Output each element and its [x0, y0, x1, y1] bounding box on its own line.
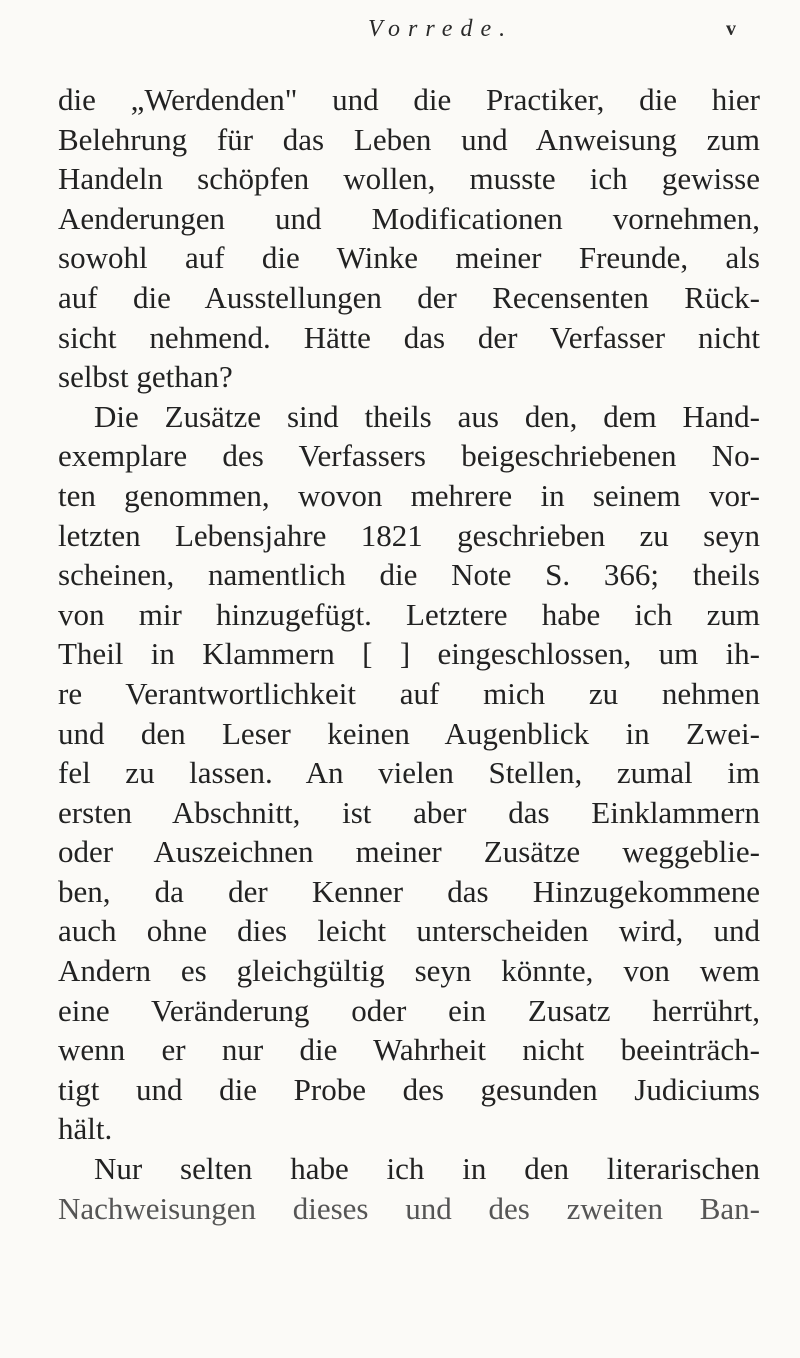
- text-line: auf die Ausstellungen der Recensenten Rück-: [58, 279, 760, 315]
- page-marker: v: [726, 18, 736, 40]
- text-line: eine Veränderung oder ein Zusatz herrührt,: [58, 992, 760, 1028]
- body-text: [58, 80, 760, 1228]
- text-line: Belehrung für das Leben und Anweisung zum: [58, 121, 760, 157]
- text-line: von mir hinzugefügt. Letztere habe ich zum: [58, 596, 760, 632]
- text-line: exemplare des Verfassers beigeschriebenen No-: [58, 438, 760, 474]
- text-line: tigt und die Probe des gesunden Judiciums: [58, 1071, 760, 1107]
- text-line: die „Werdenden" und die Practiker, die hier: [58, 82, 760, 117]
- text-line: Aenderungen und Modificationen vornehmen,: [58, 200, 760, 236]
- text-line: ten genommen, wovon mehrere in seinem vor-: [58, 477, 760, 513]
- text-line: selbst gethan?: [58, 359, 233, 395]
- page-header: [0, 14, 800, 54]
- text-line: ben, da der Kenner das Hinzugekommene: [58, 873, 760, 909]
- text-line: wenn er nur die Wahrheit nicht beeinträch-: [58, 1032, 760, 1068]
- paragraph-1: [58, 80, 760, 397]
- text-line: fel zu lassen. An vielen Stellen, zumal im: [58, 755, 760, 791]
- text-line: auch ohne dies leicht unterscheiden wird, und: [58, 913, 760, 949]
- text-line: Andern es gleichgültig seyn könnte, von wem: [58, 953, 760, 989]
- text-line: sowohl auf die Winke meiner Freunde, als: [58, 240, 760, 276]
- text-line: und den Leser keinen Augenblick in Zwei-: [58, 715, 760, 751]
- paragraph-2: [58, 397, 760, 1149]
- text-line: Nur selten habe ich in den literarischen: [94, 1151, 760, 1187]
- text-line: Theil in Klammern [ ] eingeschlossen, um ih-: [58, 636, 760, 672]
- text-line: oder Auszeichnen meiner Zusätze weggeblie-: [58, 834, 760, 870]
- text-line: Die Zusätze sind theils aus den, dem Hand-: [94, 398, 760, 434]
- text-line: Nachweisungen dieses und des zweiten Ban-: [58, 1190, 760, 1226]
- running-head: Vorrede.: [368, 16, 514, 42]
- text-line: Handeln schöpfen wollen, musste ich gewisse: [58, 161, 760, 197]
- text-line: letzten Lebensjahre 1821 geschrieben zu seyn: [58, 517, 760, 553]
- paragraph-3: [58, 1149, 760, 1228]
- text-line: hält.: [58, 1111, 113, 1147]
- text-line: scheinen, namentlich die Note S. 366; theils: [58, 557, 760, 593]
- text-line: ersten Abschnitt, ist aber das Einklammern: [58, 794, 760, 830]
- text-line: re Verantwortlichkeit auf mich zu nehmen: [58, 675, 760, 711]
- text-line: sicht nehmend. Hätte das der Verfasser nicht: [58, 319, 760, 355]
